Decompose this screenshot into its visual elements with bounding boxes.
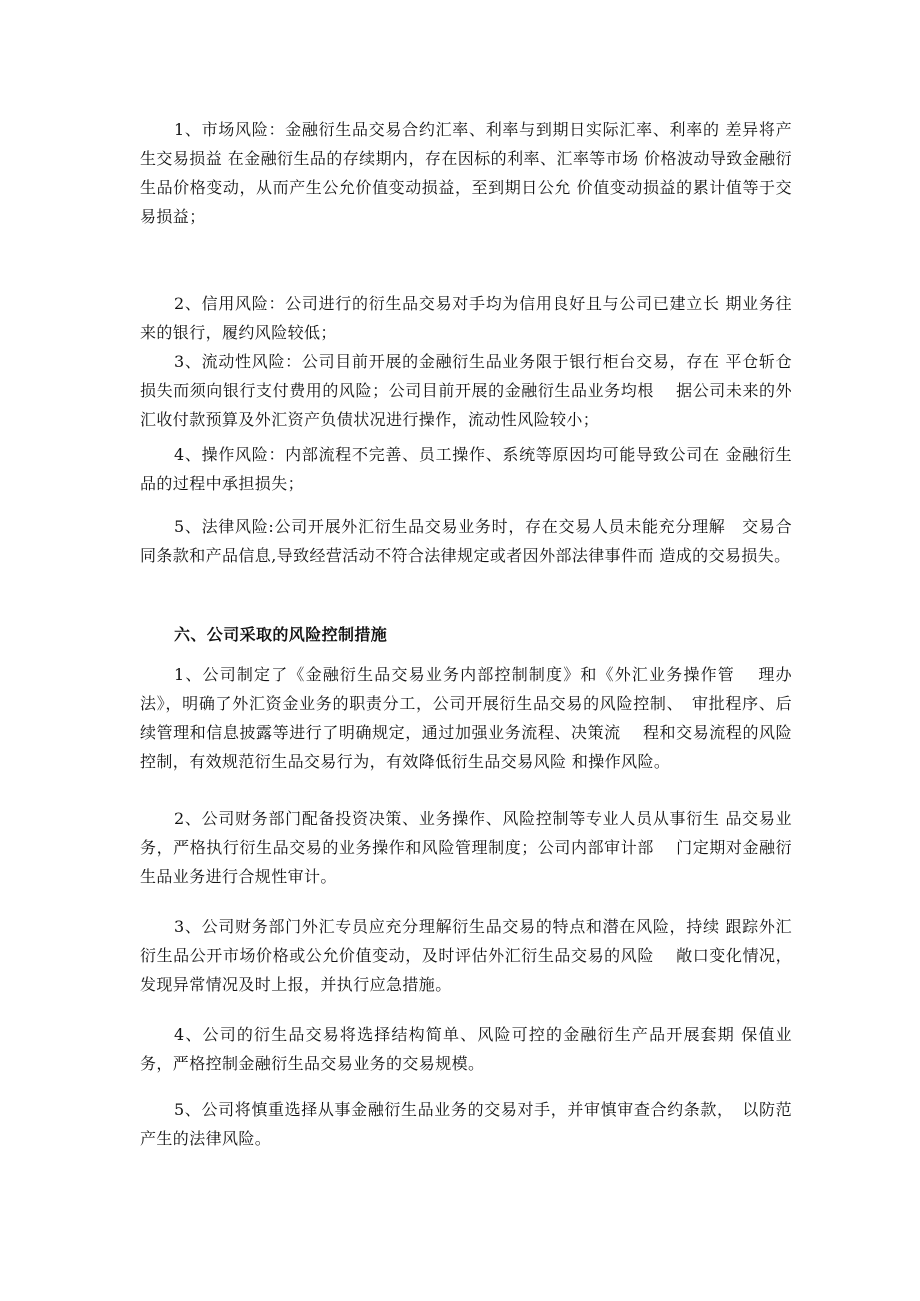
control-measure-1-paragraph: 1、公司制定了《金融衍生品交易业务内部控制制度》和《外汇业务操作管 理办法》，明确了外汇资金业务的职责分工，公司开展衍生品交易的风险控制、 审批程序、后续管理和信息披露等进行了明确规定，通过加强业务流程、决策流 程和交易流程的风险控制，有效规范衍生品交易行为，有效降低衍生品交易风险 和操作风险。 xyxy=(140,665,792,771)
market-risk-paragraph: 1、市场风险：金融衍生品交易合约汇率、利率与到期日实际汇率、利率的 差异将产生交易损益 在金融衍生品的存续期内，存在因标的利率、汇率等市场 价格波动导致金融衍生品价格变动，从而产生公允价值变动损益，至到期日公允 价值变动损益的累计值等于交易损益； xyxy=(140,120,792,226)
credit-risk-paragraph: 2、信用风险：公司进行的衍生品交易对手均为信用良好且与公司已建立长 期业务往来的银行，履约风险较低； xyxy=(140,294,792,342)
operational-risk-paragraph: 4、操作风险：内部流程不完善、员工操作、系统等原因均可能导致公司在 金融衍生品的过程中承担损失； xyxy=(140,445,792,493)
control-measure-5-paragraph: 5、公司将慎重选择从事金融衍生品业务的交易对手，并审慎审查合约条款， 以防范产生的法律风险。 xyxy=(140,1100,792,1148)
control-measure-3-paragraph: 3、公司财务部门外汇专员应充分理解衍生品交易的特点和潜在风险，持续 跟踪外汇衍生品公开市场价格或公允价值变动，及时评估外汇衍生品交易的风险 敞口变化情况，发现异常情况及时上报，并执行应急措施。 xyxy=(140,917,792,994)
control-measure-2-paragraph: 2、公司财务部门配备投资决策、业务操作、风险控制等专业人员从事衍生 品交易业务，严格执行衍生品交易的业务操作和风险管理制度；公司内部审计部 门定期对金融衍生品业务进行合规性审计。 xyxy=(140,809,792,886)
control-measure-4-paragraph: 4、公司的衍生品交易将选择结构简单、风险可控的金融衍生产品开展套期 保值业务，严格控制金融衍生品交易业务的交易规模。 xyxy=(140,1025,792,1073)
section-six-heading: 六、公司采取的风险控制措施 xyxy=(174,625,388,644)
liquidity-risk-paragraph: 3、流动性风险：公司目前开展的金融衍生品业务限于银行柜台交易，存在 平仓斩仓损失而须向银行支付费用的风险；公司目前开展的金融衍生品业务均根 据公司未来的外汇收付款预算及外汇资产负债状况进行操作，流动性风险较小； xyxy=(140,352,792,429)
legal-risk-paragraph: 5、法律风险:公司开展外汇衍生品交易业务时，存在交易人员未能充分理解 交易合同条款和产品信息,导致经营活动不符合法律规定或者因外部法律事件而 造成的交易损失。 xyxy=(140,517,792,565)
